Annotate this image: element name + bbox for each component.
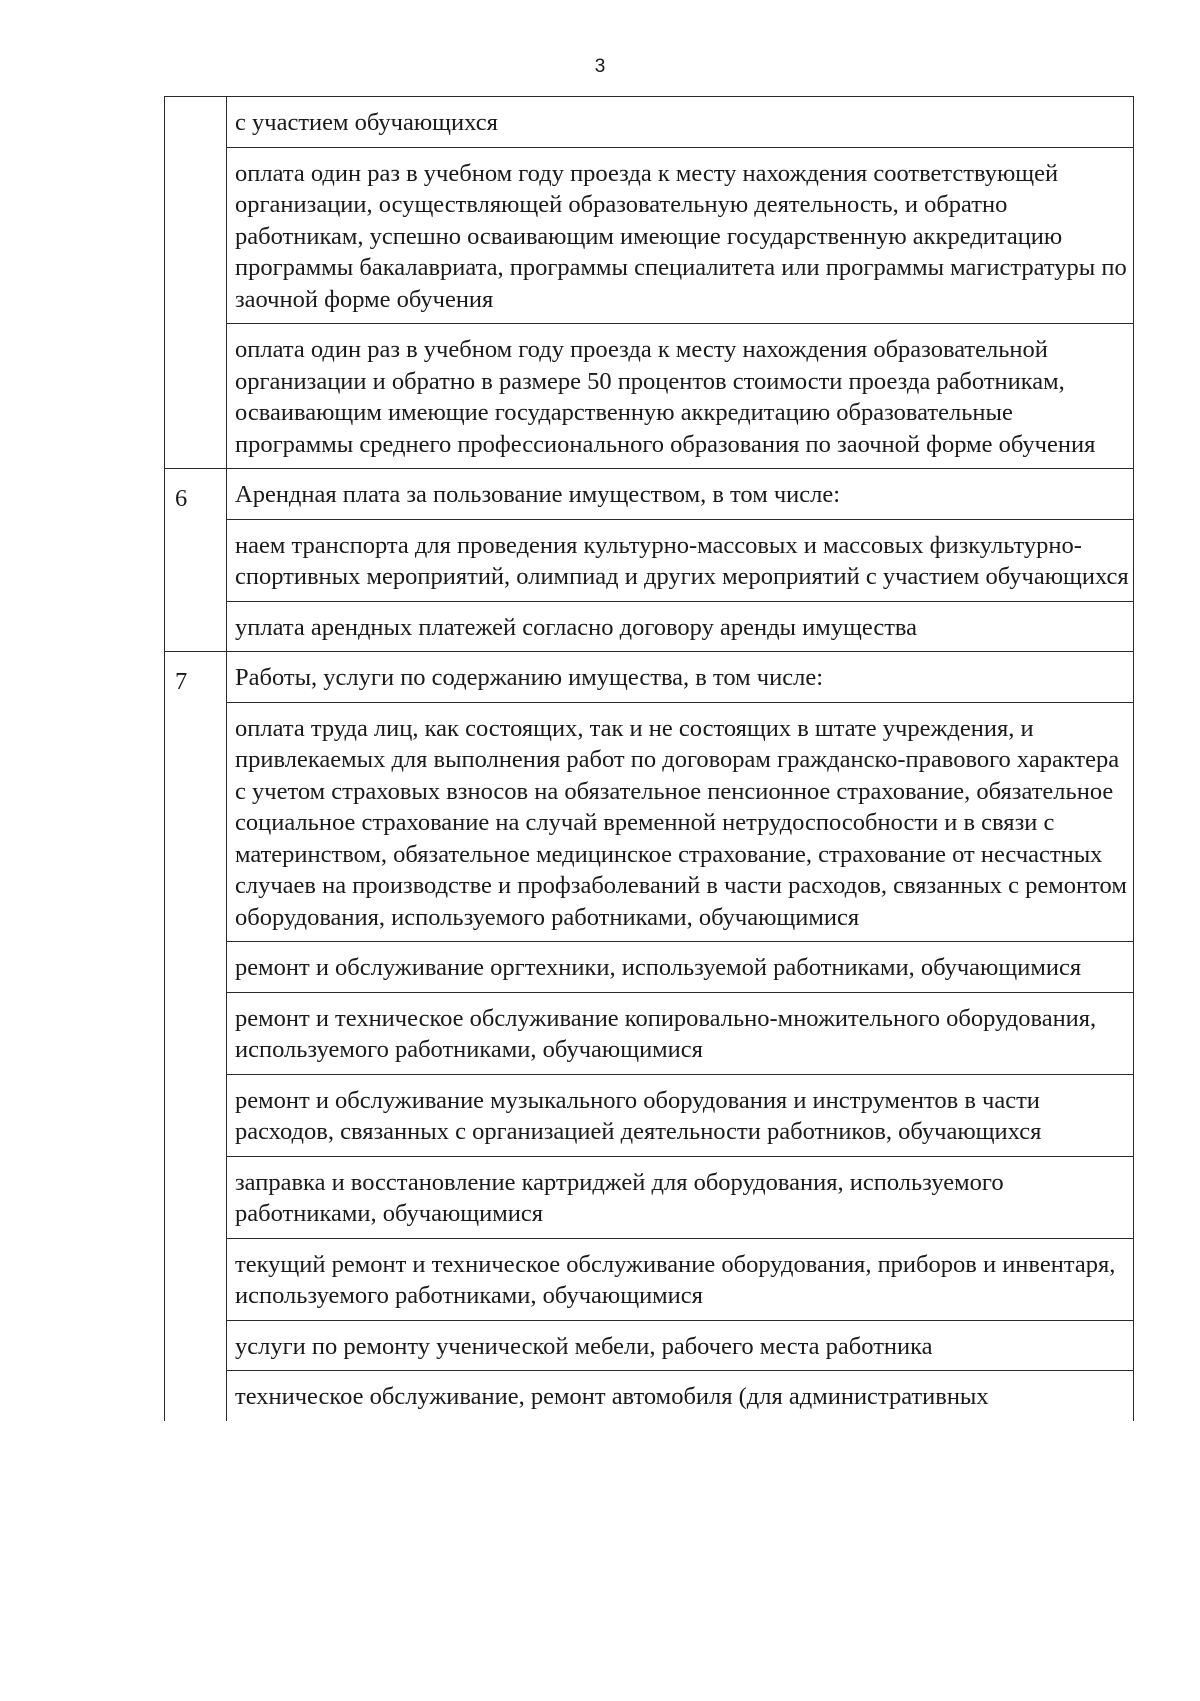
row-number-cell — [165, 702, 227, 942]
table-row — [165, 652, 1134, 703]
row-text-cell: с участием обучающихся — [227, 97, 1134, 148]
row-text-cell: услуги по ремонту ученической мебели, рабочего места работника — [227, 1320, 1134, 1371]
row-number-cell — [165, 601, 227, 652]
row-text-cell: Арендная плата за пользование имуществом, в том числе: — [227, 469, 1134, 520]
row-number-cell — [165, 147, 227, 324]
table-row — [165, 1074, 1134, 1156]
page-number: 3 — [594, 56, 606, 77]
row-number-cell — [165, 1238, 227, 1320]
row-text-cell: оплата один раз в учебном году проезда к месту нахождения соответствующей организации, осуществляющей образовательную деятельность, и обратно работникам, успешно осваивающим имеющие государственную аккредитацию программы бакалавриата, программы специалитета или программы магистратуры по заочной форме обучения — [227, 147, 1134, 324]
row-number-cell — [165, 1074, 227, 1156]
table-row — [165, 1156, 1134, 1238]
row-text-cell: оплата один раз в учебном году проезда к месту нахождения образовательной организации и обратно в размере 50 процентов стоимости проезда работникам, осваивающим имеющие государственную аккредитацию образовательные программы среднего профессионального образования по заочной форме обучения — [227, 324, 1134, 469]
row-number-cell — [165, 992, 227, 1074]
row-number-cell — [165, 324, 227, 469]
row-text-cell: наем транспорта для проведения культурно-массовых и массовых физкультурно-спортивных мероприятий, олимпиад и других мероприятий с участием обучающихся — [227, 519, 1134, 601]
table-row — [165, 97, 1134, 148]
table-row — [165, 519, 1134, 601]
row-number-cell — [165, 519, 227, 601]
row-number-cell — [165, 1156, 227, 1238]
row-text-cell: ремонт и техническое обслуживание копировально-множительного оборудования, используемого работниками, обучающимися — [227, 992, 1134, 1074]
table-row — [165, 1371, 1134, 1421]
table-row — [165, 942, 1134, 993]
table-row — [165, 469, 1134, 520]
row-text-cell: уплата арендных платежей согласно договору аренды имущества — [227, 601, 1134, 652]
row-number-cell — [165, 1320, 227, 1371]
row-text-cell: ремонт и обслуживание оргтехники, используемой работниками, обучающимися — [227, 942, 1134, 993]
expense-table — [164, 96, 1134, 1421]
row-number-cell — [165, 1371, 227, 1421]
table-row — [165, 1320, 1134, 1371]
row-number-cell: 7 — [165, 652, 227, 703]
table-row — [165, 992, 1134, 1074]
table-row — [165, 147, 1134, 324]
row-text-cell: техническое обслуживание, ремонт автомобиля (для административных — [227, 1371, 1134, 1421]
row-text-cell: заправка и восстановление картриджей для оборудования, используемого работниками, обучающимися — [227, 1156, 1134, 1238]
table-row — [165, 702, 1134, 942]
table-row — [165, 324, 1134, 469]
table-row — [165, 601, 1134, 652]
row-text-cell: Работы, услуги по содержанию имущества, в том числе: — [227, 652, 1134, 703]
row-number-cell — [165, 97, 227, 148]
row-number-cell: 6 — [165, 469, 227, 520]
row-text-cell: оплата труда лиц, как состоящих, так и не состоящих в штате учреждения, и привлекаемых для выполнения работ по договорам гражданско-правового характера с учетом страховых взносов на обязательное пенсионное страхование, обязательное социальное страхование на случай временной нетрудоспособности и в связи с материнством, обязательное медицинское страхование, страхование от несчастных случаев на производстве и профзаболеваний в части расходов, связанных с ремонтом оборудования, используемого работниками, обучающимися — [227, 702, 1134, 942]
table-row — [165, 1238, 1134, 1320]
row-text-cell: текущий ремонт и техническое обслуживание оборудования, приборов и инвентаря, используемого работниками, обучающимися — [227, 1238, 1134, 1320]
row-number-cell — [165, 942, 227, 993]
row-text-cell: ремонт и обслуживание музыкального оборудования и инструментов в части расходов, связанных с организацией деятельности работников, обучающихся — [227, 1074, 1134, 1156]
